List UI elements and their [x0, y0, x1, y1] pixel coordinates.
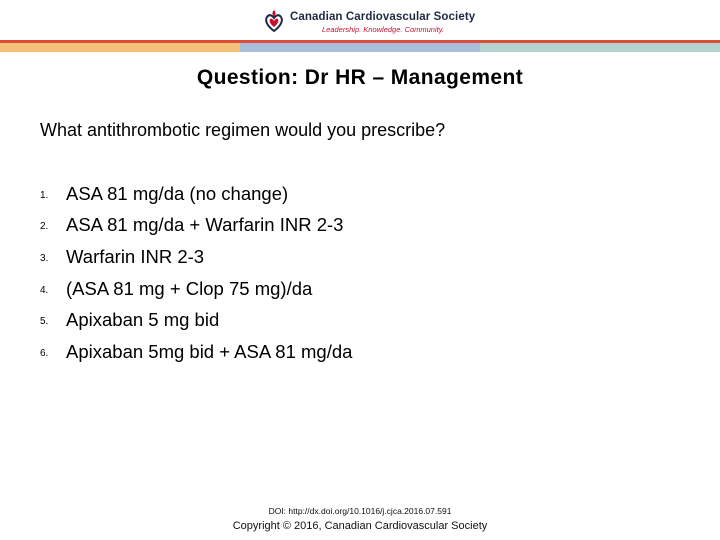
option-text: Apixaban 5 mg bid	[66, 309, 220, 331]
logo-name: Canadian Cardiovascular Society	[290, 11, 476, 23]
header-color-bar	[0, 40, 720, 52]
slide-title: Question: Dr HR – Management	[196, 66, 524, 89]
question-text: What antithrombotic regimen would you prescribe?	[40, 120, 446, 140]
option-text: Warfarin INR 2-3	[66, 245, 205, 267]
ccs-heart-flame-icon	[264, 8, 284, 32]
answer-option	[40, 241, 352, 273]
option-number: 1.	[40, 189, 49, 201]
header-bar-red-strip	[0, 40, 720, 43]
logo-tagline: Leadership. Knowledge. Community.	[322, 25, 445, 34]
option-text: ASA 81 mg/da + Warfarin INR 2-3	[66, 214, 344, 236]
option-number: 6.	[40, 347, 49, 359]
option-text: ASA 81 mg/da (no change)	[66, 182, 289, 204]
option-text: (ASA 81 mg + Clop 75 mg)/da	[66, 277, 313, 299]
option-number: 2.	[40, 221, 49, 233]
doi-text: DOI: http://dx.doi.org/10.1016/j.cjca.2016.07.591	[268, 506, 452, 516]
answer-option	[40, 336, 352, 368]
answer-option	[40, 273, 352, 305]
answer-option	[40, 210, 352, 242]
option-number: 5.	[40, 316, 49, 328]
answer-options	[40, 178, 352, 368]
option-text: Apixaban 5mg bid + ASA 81 mg/da	[66, 340, 353, 362]
answer-option	[40, 178, 352, 210]
ccs-logo	[264, 6, 476, 36]
option-number: 4.	[40, 284, 49, 296]
option-number: 3.	[40, 252, 49, 264]
copyright-text: Copyright © 2016, Canadian Cardiovascular Society	[232, 520, 488, 532]
answer-option	[40, 304, 352, 336]
